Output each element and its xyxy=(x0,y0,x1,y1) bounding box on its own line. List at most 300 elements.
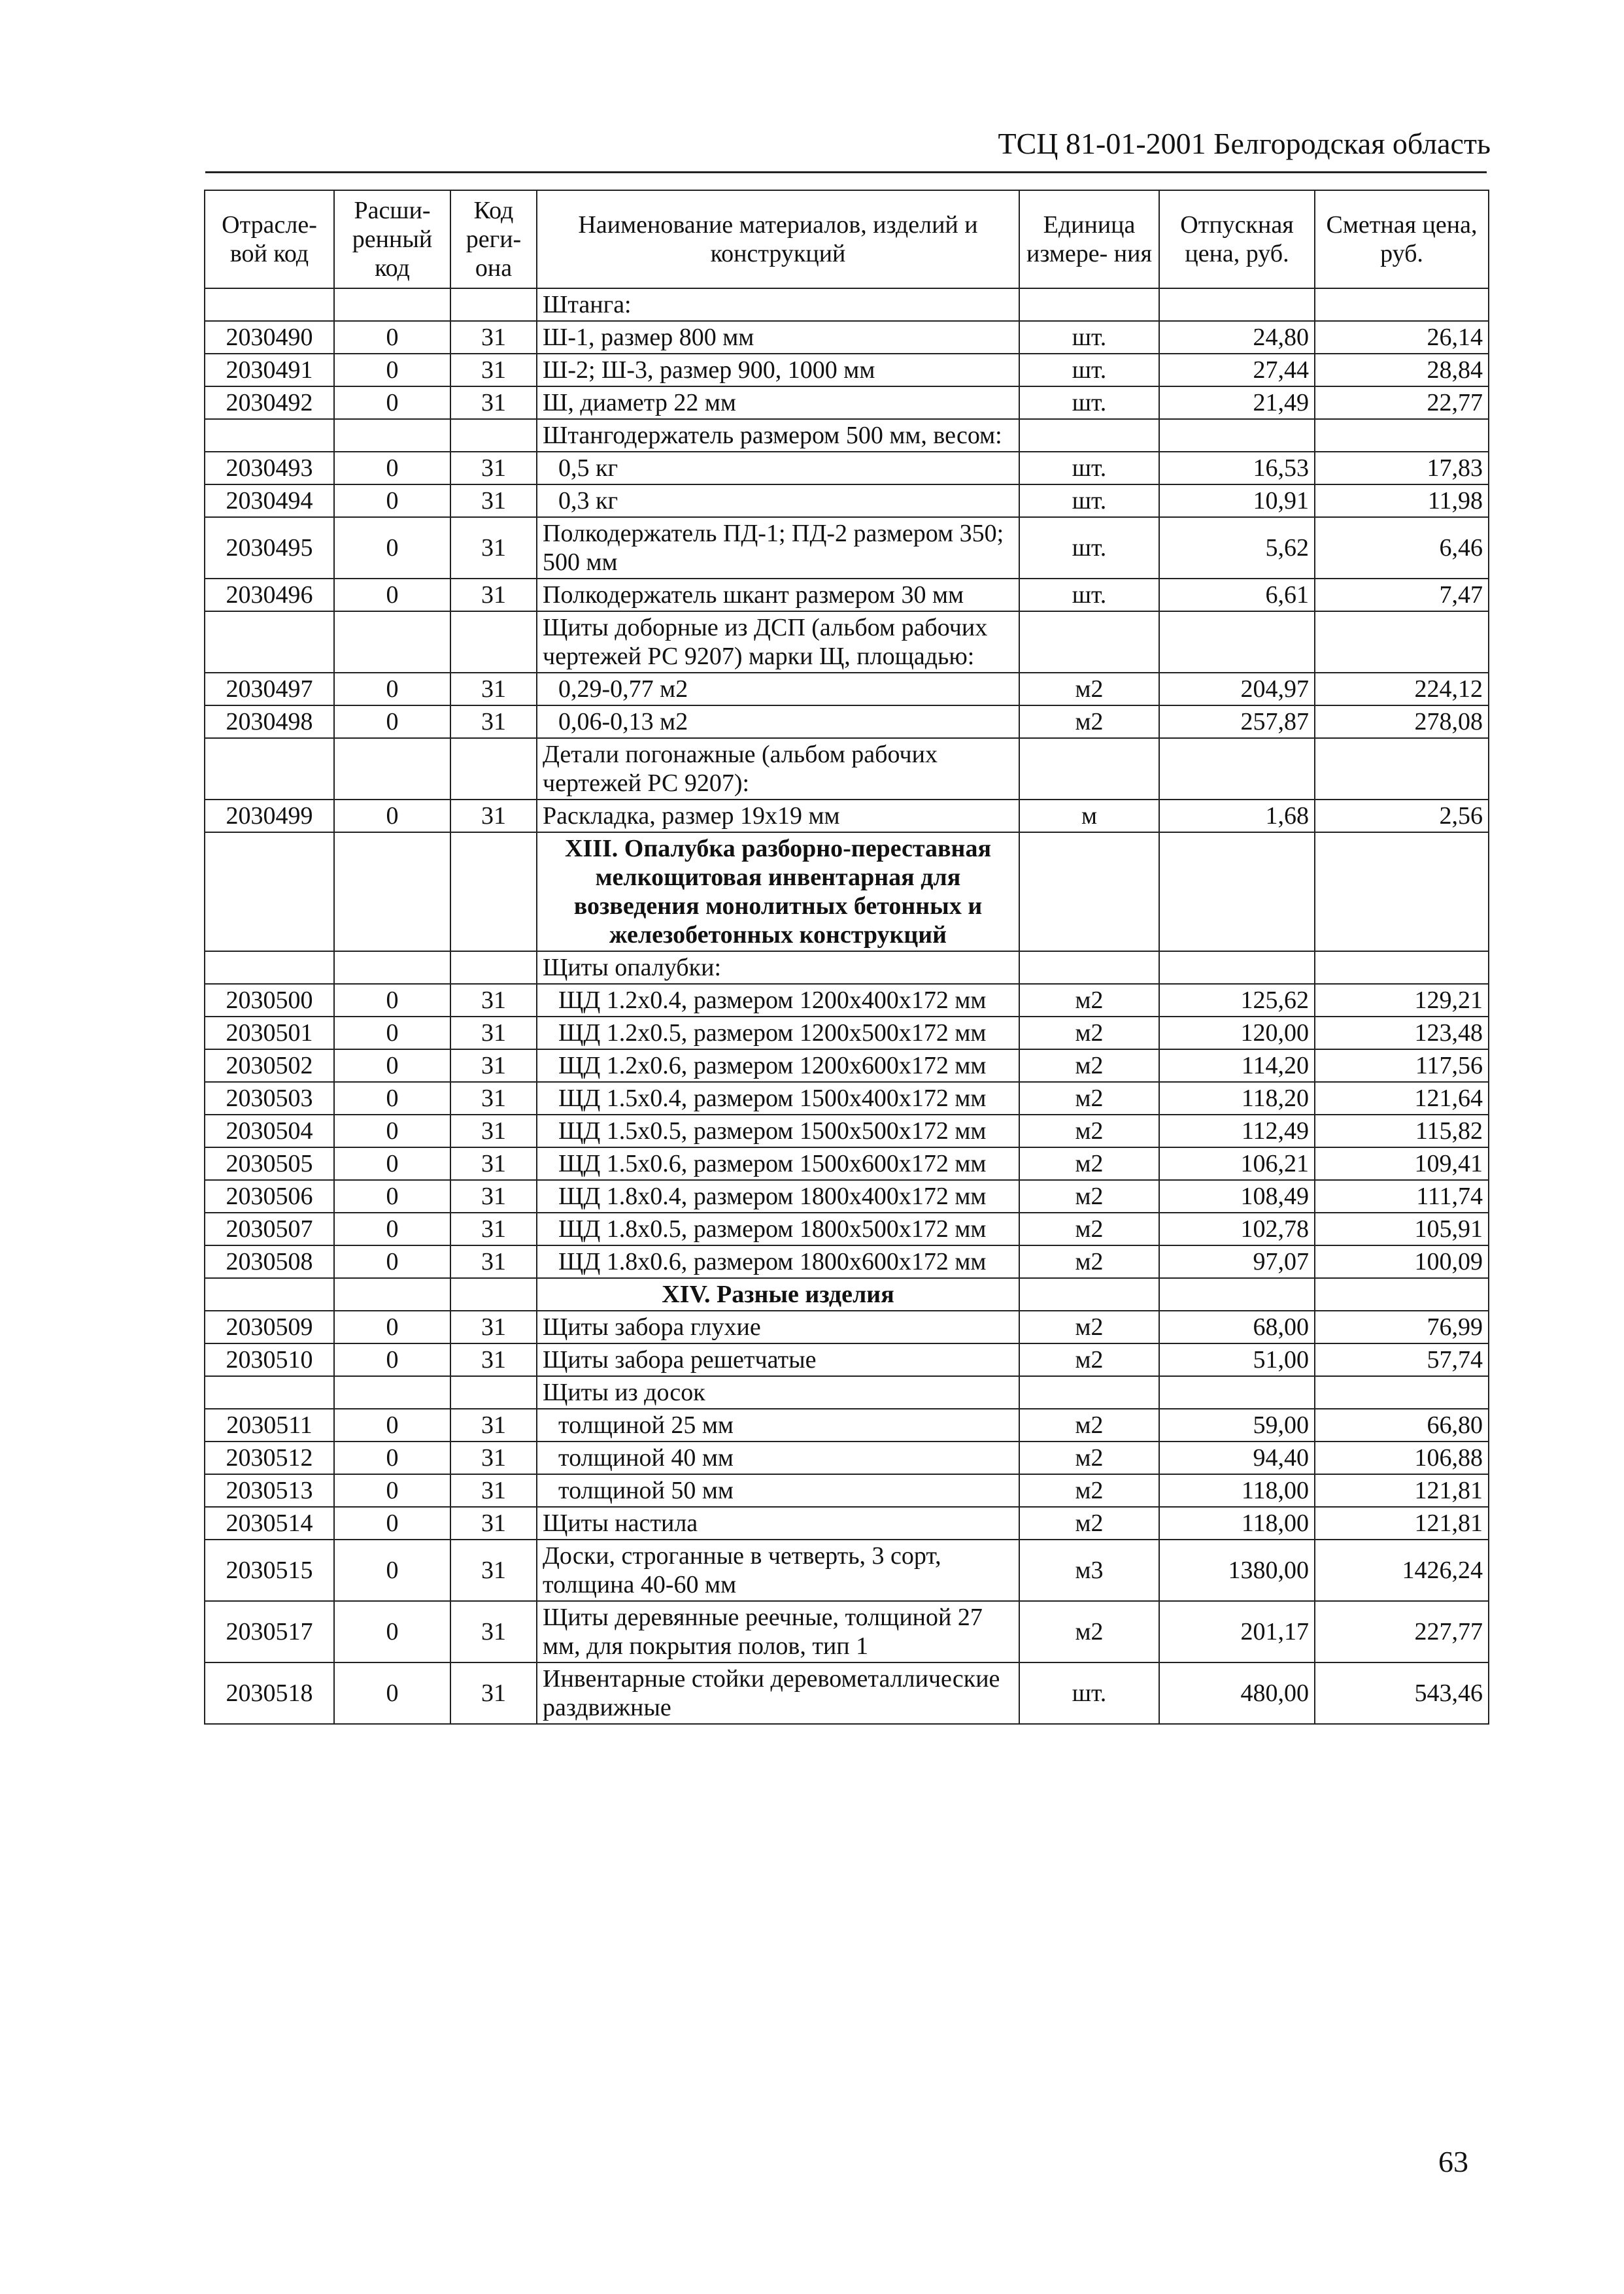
cell-unit: м2 xyxy=(1019,1049,1159,1082)
cell-estimate-price: 129,21 xyxy=(1315,984,1489,1017)
cell-material-name: ЩД 1.2х0.6, размером 1200х600х172 мм xyxy=(537,1049,1019,1082)
table-row xyxy=(205,452,1489,484)
cell-industry-code: 2030498 xyxy=(205,705,334,738)
cell-region-code xyxy=(450,1278,537,1311)
cell-release-price: 108,49 xyxy=(1159,1180,1315,1213)
cell-unit: м2 xyxy=(1019,1601,1159,1662)
cell-industry-code: 2030517 xyxy=(205,1601,334,1662)
cell-region-code: 31 xyxy=(450,579,537,611)
cell-extended-code xyxy=(334,611,450,673)
table-row xyxy=(205,800,1489,832)
cell-unit: м3 xyxy=(1019,1540,1159,1601)
group-heading-row xyxy=(205,1376,1489,1409)
cell-estimate-price xyxy=(1315,738,1489,800)
cell-release-price xyxy=(1159,611,1315,673)
col-header-release-price: Отпускная цена, руб. xyxy=(1159,190,1315,288)
cell-material-name: Детали погонажные (альбом рабочих чертежей РС 9207): xyxy=(537,738,1019,800)
table-row xyxy=(205,1540,1489,1601)
cell-extended-code: 0 xyxy=(334,984,450,1017)
cell-region-code: 31 xyxy=(450,484,537,517)
cell-extended-code: 0 xyxy=(334,1507,450,1540)
cell-unit: м2 xyxy=(1019,1180,1159,1213)
cell-material-name: Полкодержатель ПД-1; ПД-2 размером 350; 500 мм xyxy=(537,517,1019,579)
cell-industry-code: 2030496 xyxy=(205,579,334,611)
cell-estimate-price: 100,09 xyxy=(1315,1245,1489,1278)
cell-extended-code: 0 xyxy=(334,517,450,579)
cell-industry-code: 2030501 xyxy=(205,1017,334,1049)
cell-material-name: Щиты настила xyxy=(537,1507,1019,1540)
cell-estimate-price: 6,46 xyxy=(1315,517,1489,579)
cell-extended-code: 0 xyxy=(334,1442,450,1474)
cell-unit xyxy=(1019,951,1159,984)
cell-unit: шт. xyxy=(1019,386,1159,419)
cell-region-code: 31 xyxy=(450,1540,537,1601)
cell-industry-code: 2030500 xyxy=(205,984,334,1017)
cell-release-price: 118,00 xyxy=(1159,1507,1315,1540)
cell-region-code: 31 xyxy=(450,1343,537,1376)
cell-industry-code: 2030507 xyxy=(205,1213,334,1245)
cell-estimate-price xyxy=(1315,611,1489,673)
cell-region-code: 31 xyxy=(450,800,537,832)
cell-region-code: 31 xyxy=(450,1409,537,1442)
cell-extended-code: 0 xyxy=(334,1017,450,1049)
cell-industry-code: 2030508 xyxy=(205,1245,334,1278)
cell-unit: м2 xyxy=(1019,1115,1159,1147)
cell-material-name: XIV. Разные изделия xyxy=(537,1278,1019,1311)
cell-material-name: Полкодержатель шкант размером 30 мм xyxy=(537,579,1019,611)
cell-release-price xyxy=(1159,1376,1315,1409)
cell-extended-code: 0 xyxy=(334,1213,450,1245)
table-row xyxy=(205,984,1489,1017)
cell-region-code: 31 xyxy=(450,452,537,484)
group-heading-row xyxy=(205,738,1489,800)
cell-extended-code: 0 xyxy=(334,800,450,832)
cell-region-code: 31 xyxy=(450,1017,537,1049)
cell-unit xyxy=(1019,1376,1159,1409)
cell-estimate-price xyxy=(1315,832,1489,951)
cell-release-price xyxy=(1159,832,1315,951)
cell-region-code xyxy=(450,832,537,951)
cell-material-name: Инвентарные стойки деревометаллические раздвижные xyxy=(537,1662,1019,1724)
cell-estimate-price xyxy=(1315,951,1489,984)
col-header-estimate-price: Сметная цена, руб. xyxy=(1315,190,1489,288)
cell-release-price: 68,00 xyxy=(1159,1311,1315,1343)
cell-extended-code: 0 xyxy=(334,1180,450,1213)
cell-material-name: ЩД 1.2х0.5, размером 1200х500х172 мм xyxy=(537,1017,1019,1049)
table-row xyxy=(205,1049,1489,1082)
cell-region-code: 31 xyxy=(450,673,537,705)
cell-industry-code xyxy=(205,832,334,951)
group-heading-row xyxy=(205,611,1489,673)
cell-industry-code xyxy=(205,951,334,984)
cell-material-name: Щиты деревянные реечные, толщиной 27 мм, для покрытия полов, тип 1 xyxy=(537,1601,1019,1662)
cell-estimate-price: 26,14 xyxy=(1315,321,1489,354)
cell-unit: м2 xyxy=(1019,1343,1159,1376)
col-header-industry-code: Отрасле- вой код xyxy=(205,190,334,288)
cell-unit xyxy=(1019,288,1159,321)
cell-estimate-price: 123,48 xyxy=(1315,1017,1489,1049)
cell-material-name: Штангодержатель размером 500 мм, весом: xyxy=(537,419,1019,452)
cell-industry-code: 2030493 xyxy=(205,452,334,484)
cell-region-code xyxy=(450,288,537,321)
cell-industry-code: 2030490 xyxy=(205,321,334,354)
cell-estimate-price: 76,99 xyxy=(1315,1311,1489,1343)
section-heading-row xyxy=(205,832,1489,951)
cell-extended-code: 0 xyxy=(334,1662,450,1724)
cell-material-name: Щиты из досок xyxy=(537,1376,1019,1409)
cell-unit: м2 xyxy=(1019,1409,1159,1442)
cell-industry-code xyxy=(205,1278,334,1311)
cell-extended-code: 0 xyxy=(334,1601,450,1662)
cell-unit: м2 xyxy=(1019,1311,1159,1343)
cell-industry-code: 2030513 xyxy=(205,1474,334,1507)
cell-estimate-price: 57,74 xyxy=(1315,1343,1489,1376)
table-row xyxy=(205,321,1489,354)
cell-industry-code: 2030518 xyxy=(205,1662,334,1724)
cell-region-code: 31 xyxy=(450,354,537,386)
col-header-extended-code: Расши- ренный код xyxy=(334,190,450,288)
table-row xyxy=(205,1343,1489,1376)
col-header-material-name: Наименование материалов, изделий и конструкций xyxy=(537,190,1019,288)
cell-estimate-price: 105,91 xyxy=(1315,1213,1489,1245)
cell-extended-code: 0 xyxy=(334,673,450,705)
cell-unit: шт. xyxy=(1019,452,1159,484)
col-header-region-code: Код реги- она xyxy=(450,190,537,288)
cell-release-price: 59,00 xyxy=(1159,1409,1315,1442)
cell-region-code xyxy=(450,738,537,800)
cell-estimate-price: 115,82 xyxy=(1315,1115,1489,1147)
cell-industry-code: 2030494 xyxy=(205,484,334,517)
table-row xyxy=(205,386,1489,419)
cell-release-price: 257,87 xyxy=(1159,705,1315,738)
cell-extended-code: 0 xyxy=(334,1540,450,1601)
group-heading-row xyxy=(205,951,1489,984)
cell-release-price: 106,21 xyxy=(1159,1147,1315,1180)
cell-unit xyxy=(1019,611,1159,673)
table-row xyxy=(205,1180,1489,1213)
cell-release-price: 112,49 xyxy=(1159,1115,1315,1147)
cell-material-name: ЩД 1.5х0.6, размером 1500х600х172 мм xyxy=(537,1147,1019,1180)
cell-release-price: 480,00 xyxy=(1159,1662,1315,1724)
cell-extended-code: 0 xyxy=(334,1115,450,1147)
cell-industry-code: 2030499 xyxy=(205,800,334,832)
cell-unit: шт. xyxy=(1019,579,1159,611)
cell-extended-code: 0 xyxy=(334,1147,450,1180)
cell-industry-code: 2030509 xyxy=(205,1311,334,1343)
cell-release-price: 120,00 xyxy=(1159,1017,1315,1049)
table-row xyxy=(205,673,1489,705)
cell-industry-code: 2030497 xyxy=(205,673,334,705)
cell-release-price xyxy=(1159,1278,1315,1311)
cell-region-code: 31 xyxy=(450,1474,537,1507)
cell-region-code: 31 xyxy=(450,1662,537,1724)
cell-industry-code: 2030505 xyxy=(205,1147,334,1180)
cell-release-price: 201,17 xyxy=(1159,1601,1315,1662)
cell-extended-code: 0 xyxy=(334,1311,450,1343)
cell-unit xyxy=(1019,419,1159,452)
cell-unit xyxy=(1019,1278,1159,1311)
cell-estimate-price: 224,12 xyxy=(1315,673,1489,705)
cell-release-price: 5,62 xyxy=(1159,517,1315,579)
table-row xyxy=(205,484,1489,517)
cell-estimate-price xyxy=(1315,288,1489,321)
cell-release-price xyxy=(1159,738,1315,800)
cell-region-code xyxy=(450,419,537,452)
cell-extended-code: 0 xyxy=(334,1049,450,1082)
cell-material-name: ЩД 1.8х0.6, размером 1800х600х172 мм xyxy=(537,1245,1019,1278)
cell-extended-code: 0 xyxy=(334,452,450,484)
cell-industry-code: 2030514 xyxy=(205,1507,334,1540)
col-header-unit: Единица измере- ния xyxy=(1019,190,1159,288)
cell-release-price: 102,78 xyxy=(1159,1213,1315,1245)
cell-industry-code: 2030502 xyxy=(205,1049,334,1082)
cell-region-code: 31 xyxy=(450,321,537,354)
cell-unit: м2 xyxy=(1019,1213,1159,1245)
table-row xyxy=(205,1245,1489,1278)
table-row xyxy=(205,1082,1489,1115)
cell-release-price: 118,20 xyxy=(1159,1082,1315,1115)
table-row xyxy=(205,1147,1489,1180)
cell-material-name: толщиной 25 мм xyxy=(537,1409,1019,1442)
cell-extended-code: 0 xyxy=(334,484,450,517)
cell-estimate-price: 2,56 xyxy=(1315,800,1489,832)
cell-extended-code xyxy=(334,1376,450,1409)
cell-region-code: 31 xyxy=(450,1507,537,1540)
cell-release-price: 6,61 xyxy=(1159,579,1315,611)
cell-material-name: Щиты забора решетчатые xyxy=(537,1343,1019,1376)
cell-estimate-price: 278,08 xyxy=(1315,705,1489,738)
cell-release-price xyxy=(1159,951,1315,984)
cell-extended-code: 0 xyxy=(334,354,450,386)
cell-industry-code: 2030512 xyxy=(205,1442,334,1474)
cell-industry-code: 2030491 xyxy=(205,354,334,386)
cell-material-name: Щиты забора глухие xyxy=(537,1311,1019,1343)
table-row xyxy=(205,1311,1489,1343)
cell-unit: шт. xyxy=(1019,321,1159,354)
cell-material-name: Штанга: xyxy=(537,288,1019,321)
cell-estimate-price: 17,83 xyxy=(1315,452,1489,484)
cell-extended-code xyxy=(334,951,450,984)
cell-material-name: 0,5 кг xyxy=(537,452,1019,484)
cell-release-price: 114,20 xyxy=(1159,1049,1315,1082)
cell-material-name: XIII. Опалубка разборно-переставная мелкощитовая инвентарная для возведения монолитных бетонных и железобетонных конструкций xyxy=(537,832,1019,951)
cell-estimate-price: 1426,24 xyxy=(1315,1540,1489,1601)
cell-release-price xyxy=(1159,288,1315,321)
cell-material-name: Ш-1, размер 800 мм xyxy=(537,321,1019,354)
cell-estimate-price: 109,41 xyxy=(1315,1147,1489,1180)
section-heading-row xyxy=(205,1278,1489,1311)
cell-region-code: 31 xyxy=(450,705,537,738)
cell-unit: м2 xyxy=(1019,1245,1159,1278)
cell-estimate-price: 7,47 xyxy=(1315,579,1489,611)
cell-estimate-price: 22,77 xyxy=(1315,386,1489,419)
cell-region-code: 31 xyxy=(450,1147,537,1180)
group-heading-row xyxy=(205,419,1489,452)
cell-release-price: 21,49 xyxy=(1159,386,1315,419)
cell-estimate-price: 106,88 xyxy=(1315,1442,1489,1474)
cell-material-name: Доски, строганные в четверть, 3 сорт, толщина 40-60 мм xyxy=(537,1540,1019,1601)
cell-release-price: 1,68 xyxy=(1159,800,1315,832)
cell-estimate-price: 11,98 xyxy=(1315,484,1489,517)
price-table xyxy=(204,190,1489,1725)
cell-industry-code xyxy=(205,611,334,673)
cell-industry-code xyxy=(205,419,334,452)
cell-region-code: 31 xyxy=(450,517,537,579)
cell-unit: м2 xyxy=(1019,1474,1159,1507)
cell-estimate-price: 227,77 xyxy=(1315,1601,1489,1662)
cell-extended-code xyxy=(334,832,450,951)
cell-region-code: 31 xyxy=(450,1601,537,1662)
cell-estimate-price: 28,84 xyxy=(1315,354,1489,386)
cell-region-code: 31 xyxy=(450,1442,537,1474)
cell-region-code: 31 xyxy=(450,1245,537,1278)
cell-unit: м2 xyxy=(1019,705,1159,738)
cell-industry-code: 2030492 xyxy=(205,386,334,419)
cell-release-price: 125,62 xyxy=(1159,984,1315,1017)
cell-estimate-price xyxy=(1315,1376,1489,1409)
cell-material-name: ЩД 1.5х0.4, размером 1500х400х172 мм xyxy=(537,1082,1019,1115)
cell-region-code xyxy=(450,611,537,673)
cell-estimate-price: 543,46 xyxy=(1315,1662,1489,1724)
cell-estimate-price: 117,56 xyxy=(1315,1049,1489,1082)
cell-material-name: Раскладка, размер 19х19 мм xyxy=(537,800,1019,832)
cell-release-price: 24,80 xyxy=(1159,321,1315,354)
cell-release-price: 97,07 xyxy=(1159,1245,1315,1278)
table-row xyxy=(205,705,1489,738)
cell-release-price: 118,00 xyxy=(1159,1474,1315,1507)
cell-region-code xyxy=(450,951,537,984)
cell-industry-code: 2030503 xyxy=(205,1082,334,1115)
cell-material-name: ЩД 1.8х0.4, размером 1800х400х172 мм xyxy=(537,1180,1019,1213)
cell-release-price: 94,40 xyxy=(1159,1442,1315,1474)
cell-industry-code xyxy=(205,1376,334,1409)
cell-extended-code xyxy=(334,288,450,321)
cell-region-code: 31 xyxy=(450,1115,537,1147)
table-header-row xyxy=(205,190,1489,288)
cell-material-name: Ш, диаметр 22 мм xyxy=(537,386,1019,419)
cell-extended-code: 0 xyxy=(334,705,450,738)
cell-release-price: 1380,00 xyxy=(1159,1540,1315,1601)
cell-industry-code: 2030506 xyxy=(205,1180,334,1213)
cell-unit: м2 xyxy=(1019,1082,1159,1115)
cell-unit: м2 xyxy=(1019,984,1159,1017)
cell-material-name: ЩД 1.5х0.5, размером 1500х500х172 мм xyxy=(537,1115,1019,1147)
cell-industry-code: 2030515 xyxy=(205,1540,334,1601)
cell-estimate-price xyxy=(1315,1278,1489,1311)
table-row xyxy=(205,1442,1489,1474)
table-body xyxy=(205,288,1489,1724)
cell-unit xyxy=(1019,832,1159,951)
cell-extended-code: 0 xyxy=(334,579,450,611)
cell-unit: шт. xyxy=(1019,354,1159,386)
cell-material-name: толщиной 50 мм xyxy=(537,1474,1019,1507)
table-row xyxy=(205,1409,1489,1442)
table-row xyxy=(205,517,1489,579)
page-number: 63 xyxy=(1438,2145,1468,2178)
cell-release-price: 16,53 xyxy=(1159,452,1315,484)
header-rule xyxy=(205,171,1487,173)
cell-unit: шт. xyxy=(1019,517,1159,579)
cell-unit: шт. xyxy=(1019,1662,1159,1724)
cell-industry-code: 2030510 xyxy=(205,1343,334,1376)
cell-unit: м2 xyxy=(1019,1147,1159,1180)
cell-unit: м2 xyxy=(1019,673,1159,705)
cell-extended-code xyxy=(334,1278,450,1311)
cell-extended-code: 0 xyxy=(334,1474,450,1507)
cell-extended-code: 0 xyxy=(334,1245,450,1278)
cell-unit: шт. xyxy=(1019,484,1159,517)
cell-extended-code: 0 xyxy=(334,1409,450,1442)
cell-material-name: толщиной 40 мм xyxy=(537,1442,1019,1474)
cell-material-name: ЩД 1.2х0.4, размером 1200х400х172 мм xyxy=(537,984,1019,1017)
cell-region-code: 31 xyxy=(450,1311,537,1343)
cell-estimate-price: 121,64 xyxy=(1315,1082,1489,1115)
cell-material-name: 0,06-0,13 м2 xyxy=(537,705,1019,738)
cell-material-name: 0,29-0,77 м2 xyxy=(537,673,1019,705)
cell-region-code: 31 xyxy=(450,1180,537,1213)
cell-estimate-price: 66,80 xyxy=(1315,1409,1489,1442)
cell-unit xyxy=(1019,738,1159,800)
cell-region-code: 31 xyxy=(450,1213,537,1245)
cell-release-price: 204,97 xyxy=(1159,673,1315,705)
cell-industry-code: 2030495 xyxy=(205,517,334,579)
group-heading-row xyxy=(205,288,1489,321)
cell-industry-code xyxy=(205,288,334,321)
cell-unit: м2 xyxy=(1019,1017,1159,1049)
cell-extended-code: 0 xyxy=(334,1082,450,1115)
cell-extended-code xyxy=(334,738,450,800)
table-row xyxy=(205,1213,1489,1245)
cell-release-price: 27,44 xyxy=(1159,354,1315,386)
cell-material-name: Щиты опалубки: xyxy=(537,951,1019,984)
cell-region-code: 31 xyxy=(450,984,537,1017)
cell-extended-code: 0 xyxy=(334,386,450,419)
cell-estimate-price: 111,74 xyxy=(1315,1180,1489,1213)
document-header-title: ТСЦ 81-01-2001 Белгородская область xyxy=(998,127,1491,160)
cell-unit: м xyxy=(1019,800,1159,832)
table-row xyxy=(205,1474,1489,1507)
cell-region-code: 31 xyxy=(450,1049,537,1082)
cell-release-price xyxy=(1159,419,1315,452)
table-row xyxy=(205,579,1489,611)
cell-estimate-price xyxy=(1315,419,1489,452)
cell-estimate-price: 121,81 xyxy=(1315,1507,1489,1540)
table-row xyxy=(205,1507,1489,1540)
cell-extended-code xyxy=(334,419,450,452)
cell-release-price: 10,91 xyxy=(1159,484,1315,517)
cell-material-name: ЩД 1.8х0.5, размером 1800х500х172 мм xyxy=(537,1213,1019,1245)
cell-unit: м2 xyxy=(1019,1442,1159,1474)
cell-material-name: Щиты доборные из ДСП (альбом рабочих чертежей РС 9207) марки Щ, площадью: xyxy=(537,611,1019,673)
table-row xyxy=(205,354,1489,386)
cell-industry-code: 2030511 xyxy=(205,1409,334,1442)
cell-material-name: 0,3 кг xyxy=(537,484,1019,517)
cell-unit: м2 xyxy=(1019,1507,1159,1540)
cell-industry-code: 2030504 xyxy=(205,1115,334,1147)
cell-industry-code xyxy=(205,738,334,800)
table-row xyxy=(205,1601,1489,1662)
table-row xyxy=(205,1662,1489,1724)
cell-extended-code: 0 xyxy=(334,1343,450,1376)
cell-estimate-price: 121,81 xyxy=(1315,1474,1489,1507)
cell-region-code: 31 xyxy=(450,1082,537,1115)
cell-region-code: 31 xyxy=(450,386,537,419)
cell-region-code xyxy=(450,1376,537,1409)
cell-material-name: Ш-2; Ш-3, размер 900, 1000 мм xyxy=(537,354,1019,386)
table-row xyxy=(205,1017,1489,1049)
cell-release-price: 51,00 xyxy=(1159,1343,1315,1376)
cell-extended-code: 0 xyxy=(334,321,450,354)
